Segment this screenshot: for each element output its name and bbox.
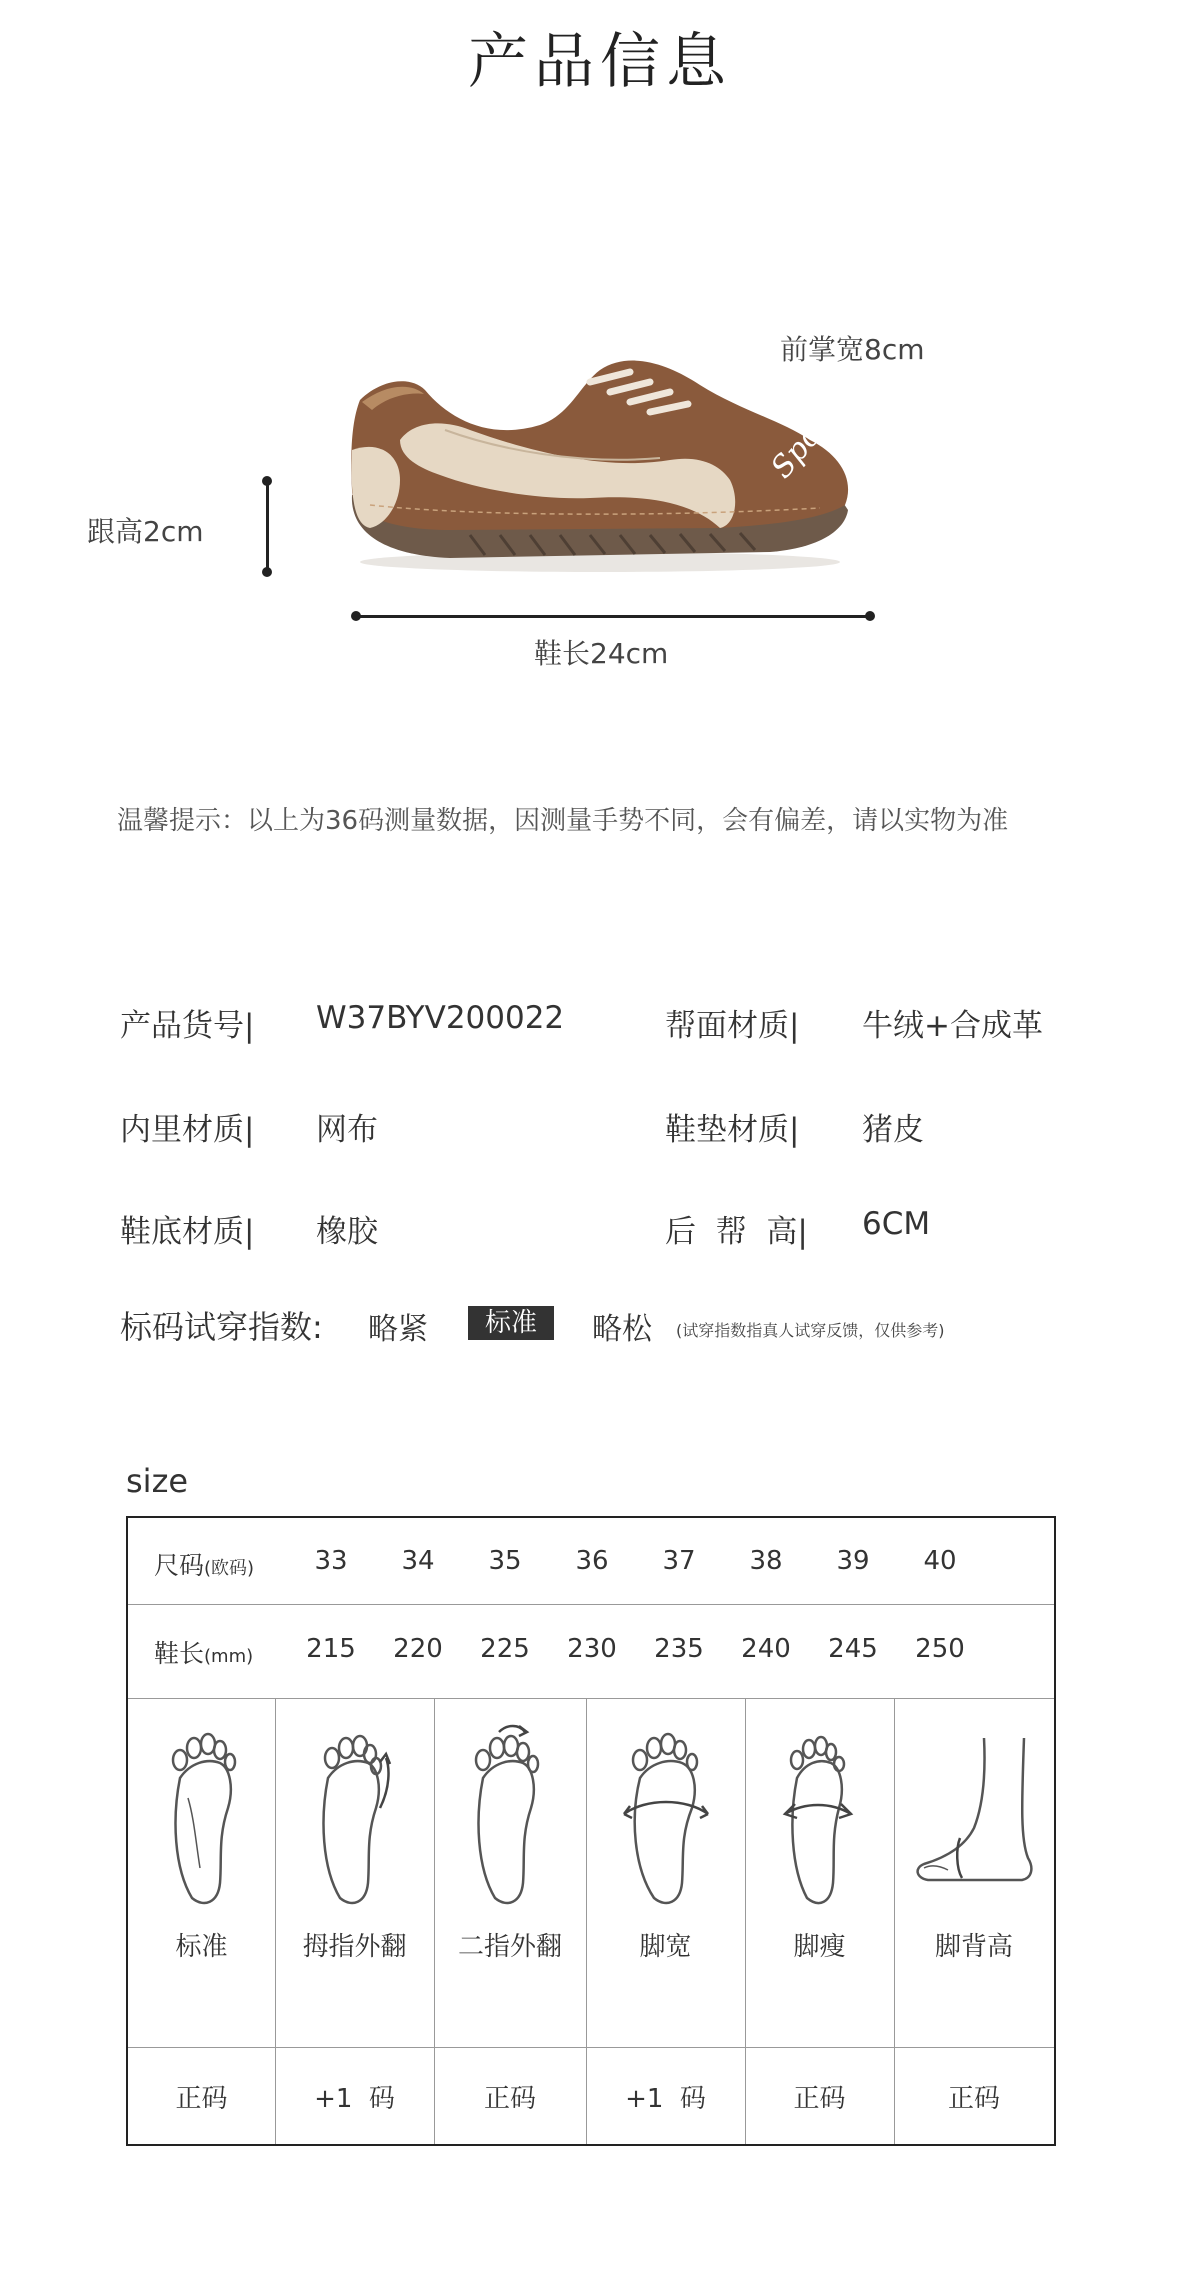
spec-label-heel-counter: 后 帮 高| bbox=[665, 1214, 808, 1250]
foot-wide-icon bbox=[616, 1718, 716, 1908]
size-cell: 33 bbox=[314, 1546, 348, 1576]
spec-value-outsole: 橡胶 bbox=[316, 1214, 378, 1250]
length-cell: 220 bbox=[393, 1634, 443, 1664]
shoe-length-dot-left bbox=[351, 611, 361, 621]
size-table bbox=[126, 1516, 1056, 2146]
size-cell: 39 bbox=[836, 1546, 870, 1576]
shoe-logo: Sport bbox=[764, 398, 846, 486]
length-cell: 230 bbox=[567, 1634, 617, 1664]
spec-label-upper: 帮面材质| bbox=[665, 1008, 800, 1044]
foot-bunion-icon bbox=[310, 1718, 400, 1908]
spec-value-insole: 猪皮 bbox=[862, 1112, 924, 1148]
foot-second-toe-icon bbox=[465, 1718, 555, 1908]
fit-option-loose: 略松 bbox=[592, 1312, 652, 1347]
foot-high-instep-icon bbox=[904, 1718, 1044, 1908]
foot-type-name: 脚宽 bbox=[639, 1932, 692, 1962]
heel-height-line bbox=[266, 480, 269, 572]
foot-fit-cell: 正码 bbox=[947, 2084, 1000, 2114]
length-row-unit: (mm) bbox=[204, 1646, 254, 1667]
heel-height-label: 跟高2cm bbox=[87, 515, 204, 548]
foot-type-narrow bbox=[745, 1718, 894, 1963]
spec-value-heel-counter: 6CM bbox=[862, 1206, 931, 1242]
foot-type-standard bbox=[128, 1718, 275, 1963]
size-cell: 40 bbox=[923, 1546, 957, 1576]
size-heading: size bbox=[126, 1462, 189, 1500]
length-cell: 250 bbox=[915, 1634, 965, 1664]
foot-type-name: 脚瘦 bbox=[793, 1932, 846, 1962]
length-cell: 215 bbox=[306, 1634, 356, 1664]
fit-option-tight: 略紧 bbox=[368, 1312, 428, 1347]
length-cell: 245 bbox=[828, 1634, 878, 1664]
foot-fit-cell: +1 码 bbox=[314, 2084, 395, 2114]
size-cell: 38 bbox=[749, 1546, 783, 1576]
size-notice: 温馨提示：以上为36码测量数据，因测量手势不同，会有偏差，请以实物为准 bbox=[117, 806, 1009, 836]
length-row-label-text: 鞋长 bbox=[154, 1639, 205, 1668]
foot-standard-icon bbox=[162, 1718, 242, 1908]
size-row-label-text: 尺码 bbox=[154, 1551, 205, 1580]
foot-fit-cell: 正码 bbox=[175, 2084, 228, 2114]
page-title: 产品信息 bbox=[468, 27, 732, 97]
foot-narrow-icon bbox=[775, 1718, 865, 1908]
foot-type-name: 拇指外翻 bbox=[302, 1932, 407, 1962]
foot-fit-cell: 正码 bbox=[793, 2084, 846, 2114]
foot-type-wide bbox=[586, 1718, 745, 1963]
foot-type-name: 二指外翻 bbox=[457, 1932, 562, 1962]
fit-index-note: (试穿指数指真人试穿反馈，仅供参考) bbox=[676, 1321, 945, 1340]
size-cell: 36 bbox=[575, 1546, 609, 1576]
spec-value-item-no: W37BYV200022 bbox=[316, 1000, 565, 1036]
shoe-length-label: 鞋长24cm bbox=[534, 637, 669, 670]
length-cell: 235 bbox=[654, 1634, 704, 1664]
size-cell: 34 bbox=[401, 1546, 435, 1576]
length-row-label bbox=[154, 1634, 253, 1670]
foot-type-name: 脚背高 bbox=[934, 1932, 1013, 1962]
length-cell: 240 bbox=[741, 1634, 791, 1664]
spec-label-insole: 鞋垫材质| bbox=[665, 1112, 800, 1148]
spec-label-outsole: 鞋底材质| bbox=[120, 1214, 255, 1250]
spec-label-lining: 内里材质| bbox=[120, 1112, 255, 1148]
foot-fit-cell: 正码 bbox=[483, 2084, 536, 2114]
fit-index-label: 标码试穿指数: bbox=[120, 1308, 323, 1346]
spec-value-upper: 牛绒+合成革 bbox=[862, 1008, 1043, 1044]
length-cell: 225 bbox=[480, 1634, 530, 1664]
size-cell: 35 bbox=[488, 1546, 522, 1576]
foot-type-high-instep bbox=[894, 1718, 1054, 1963]
forefoot-width-label: 前掌宽8cm bbox=[780, 333, 925, 366]
heel-height-dot-top bbox=[262, 476, 272, 486]
table-divider bbox=[128, 1604, 1054, 1605]
foot-fit-cell: +1 码 bbox=[625, 2084, 706, 2114]
size-row-label bbox=[154, 1546, 254, 1582]
shoe-length-line bbox=[356, 615, 870, 618]
spec-value-lining: 网布 bbox=[316, 1112, 378, 1148]
size-row-unit: (欧码) bbox=[204, 1558, 255, 1579]
shoe-length-dot-right bbox=[865, 611, 875, 621]
foot-type-bunion bbox=[275, 1718, 434, 1963]
size-cell: 37 bbox=[662, 1546, 696, 1576]
table-divider bbox=[128, 1698, 1054, 1699]
foot-type-name: 标准 bbox=[175, 1932, 228, 1962]
heel-height-dot-bottom bbox=[262, 567, 272, 577]
spec-label-item-no: 产品货号| bbox=[120, 1008, 255, 1044]
foot-type-second-toe bbox=[434, 1718, 586, 1963]
fit-option-standard-selected: 标准 bbox=[468, 1306, 554, 1340]
table-divider bbox=[128, 2047, 1054, 2048]
